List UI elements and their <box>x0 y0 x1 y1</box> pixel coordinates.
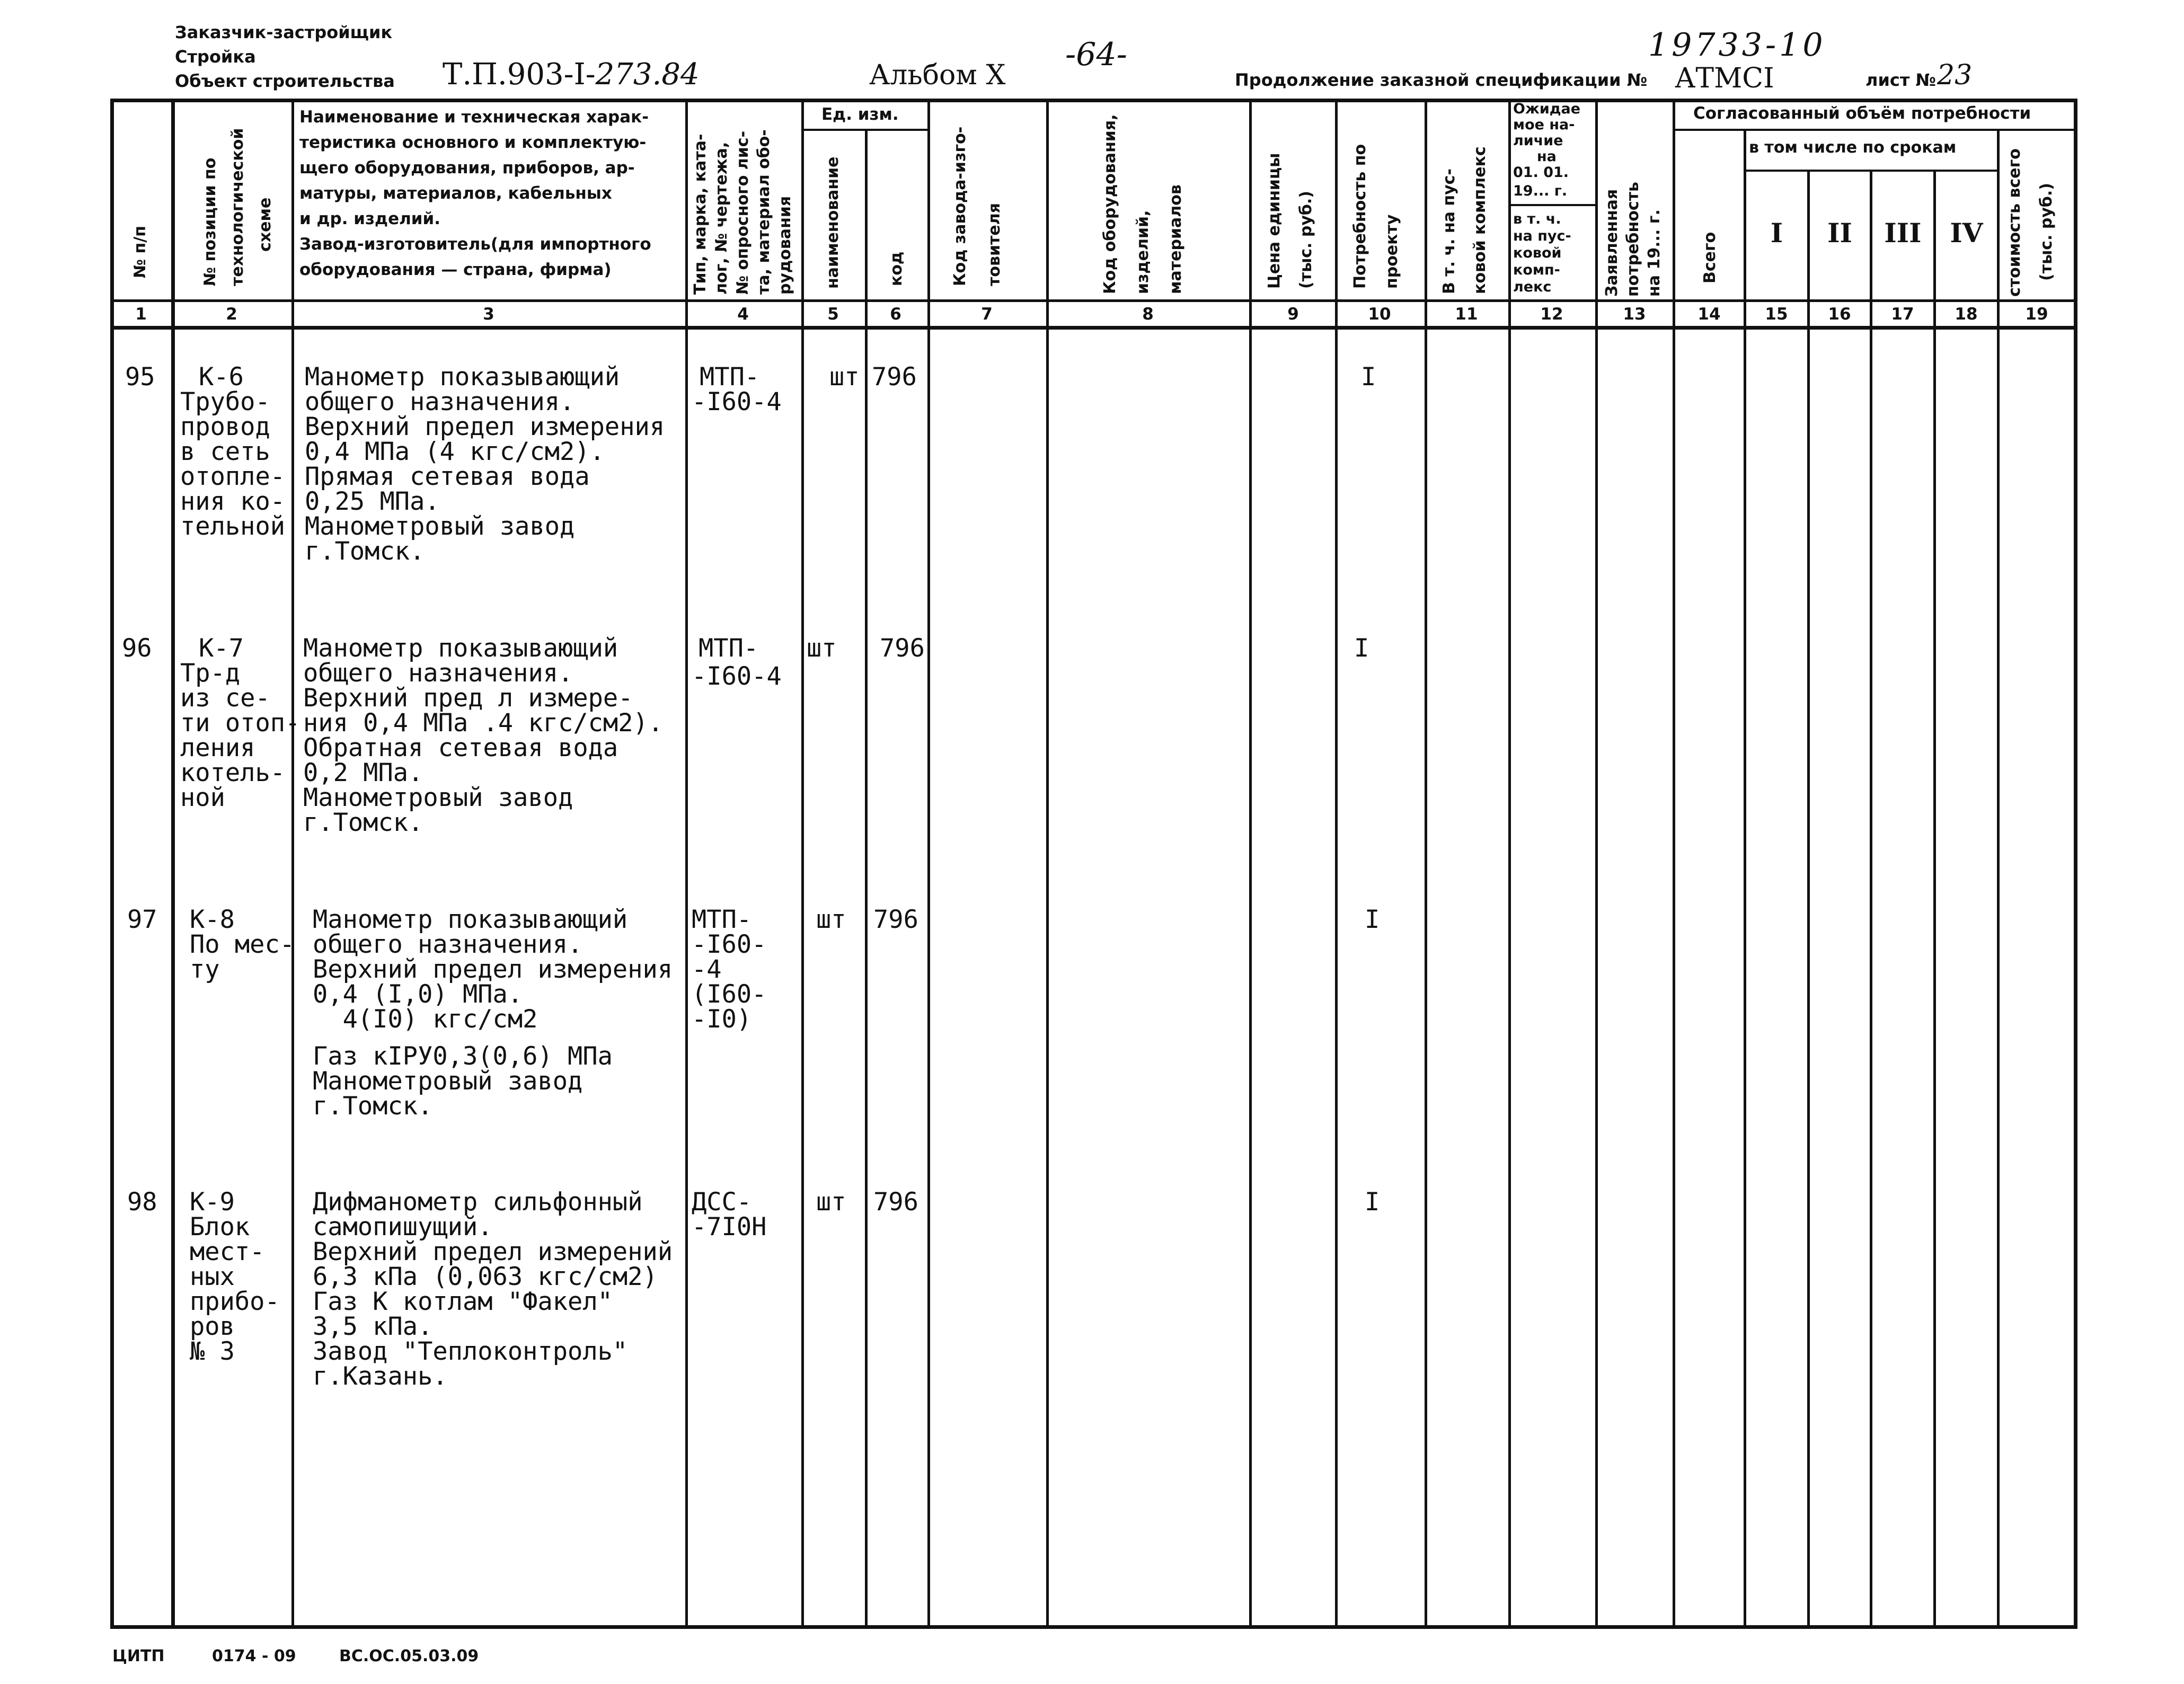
col-header-3-line: оборудования — страна, фирма) <box>299 260 612 279</box>
unit-code-cell: 796 <box>873 905 918 934</box>
col-header-7-line: Код завода-изго- <box>951 126 969 286</box>
unit-group-header: Ед. изм. <box>821 105 899 124</box>
col-line-19 <box>2074 99 2077 1629</box>
unit-code-cell: 796 <box>872 362 917 392</box>
col-header-3-line: и др. изделий. <box>299 209 441 228</box>
spec-code: АТМСI <box>1675 63 1774 94</box>
col-header-3-line: матуры, материалов, кабельных <box>299 184 612 203</box>
position-line: ту <box>190 955 220 984</box>
document-number: 19733-10 <box>1648 26 1826 64</box>
col-header-1: № п/п <box>131 226 149 278</box>
col-line-11 <box>1508 99 1511 1629</box>
site-label: Стройка <box>175 47 256 67</box>
description-line: самопишущий. <box>313 1212 493 1242</box>
col-line-1 <box>171 99 175 1629</box>
unit-code-cell: 796 <box>873 1187 918 1217</box>
unit-name-cell: шт <box>807 634 837 663</box>
col-line-0 <box>110 99 114 1629</box>
description-line: Газ К котлам "Факел" <box>313 1287 613 1316</box>
col-header-12-line: ковой <box>1513 245 1562 261</box>
description-line: г.Томск. <box>313 1092 433 1121</box>
column-number: 12 <box>1540 305 1563 324</box>
project-code: Т.П.903-I-273.84 <box>443 57 700 92</box>
col-header-4-line: Тип, марка, ката- <box>691 134 710 295</box>
type-line: -I60- <box>692 930 767 959</box>
col-line-17 <box>1933 170 1936 1629</box>
footer-org: ЦИТП <box>112 1647 165 1665</box>
col-header-4-line: та, материал обо- <box>755 129 773 295</box>
description-line: 4(I0) кгс/см2 <box>313 1005 538 1034</box>
col-header-18: IV <box>1950 217 1983 249</box>
col-header-11-line: В т. ч. на пус- <box>1440 169 1458 294</box>
col-header-9-line: (тыс. руб.) <box>1297 191 1315 289</box>
col-header-4-line: рудования <box>776 196 794 295</box>
row-number: 96 <box>122 634 152 663</box>
col-header-8-line: Код оборудования, <box>1101 114 1119 294</box>
type-line: ДСС- <box>692 1187 752 1217</box>
unit-name-cell: шт <box>816 905 846 934</box>
row-number: 95 <box>125 362 155 392</box>
position-line: ров <box>190 1312 235 1341</box>
col-line-18 <box>1997 130 2000 1629</box>
description-line: Манометровый завод <box>303 783 573 812</box>
type-line: МТП- <box>698 634 759 663</box>
column-number: 14 <box>1697 305 1721 324</box>
table-top-border <box>110 99 2077 102</box>
type-line: (I60- <box>692 980 767 1009</box>
col-line-15 <box>1807 170 1810 1629</box>
column-number: 4 <box>737 305 749 324</box>
col-header-12-line: Ожидае <box>1513 101 1581 117</box>
position-line: Блок <box>190 1212 250 1242</box>
description-line: Завод "Теплоконтроль" <box>313 1337 628 1366</box>
description-line: 0,2 МПа. <box>303 758 423 787</box>
project-need-cell: I <box>1361 362 1376 392</box>
col-header-4-line: лог, № чертежа, <box>712 141 731 295</box>
col-line-5 <box>865 130 868 1629</box>
agreed-group-header: Согласованный объём потребности <box>1693 104 2031 123</box>
column-number: 2 <box>226 305 237 324</box>
agreed-group-line <box>1674 129 2077 131</box>
unit-code-cell: 796 <box>880 634 925 663</box>
position-line: К-6 <box>199 362 244 392</box>
row-number: 98 <box>127 1187 157 1217</box>
col-header-12-line: комп- <box>1513 262 1560 278</box>
col-header-10-line: Потребность по <box>1351 144 1369 289</box>
position-line: прибо- <box>190 1287 280 1316</box>
position-line: ной <box>180 783 225 812</box>
col-header-19-line: (тыс. руб.) <box>2037 183 2056 281</box>
col-header-2-line: № позиции по <box>201 157 219 286</box>
position-line: По мес- <box>190 930 295 959</box>
continuation-label: Продолжение заказной спецификации № <box>1235 70 1648 90</box>
col-header-12-line: мое на- <box>1513 117 1575 133</box>
description-line: общего назначения. <box>303 659 573 688</box>
column-number: 18 <box>1955 305 1978 324</box>
unit-name-cell: шт <box>816 1187 846 1217</box>
description-line: г.Томск. <box>303 808 423 837</box>
column-number: 3 <box>483 305 494 324</box>
col-header-12-line: лекс <box>1513 279 1552 295</box>
description-line: Обратная сетевая вода <box>303 733 618 763</box>
project-need-cell: I <box>1365 1187 1380 1217</box>
column-number: 1 <box>135 305 147 324</box>
description-line: Манометровый завод <box>305 512 575 541</box>
position-line: ния ко- <box>180 487 286 516</box>
col-line-3 <box>685 99 688 1629</box>
col-header-8-line: изделий, <box>1134 210 1152 294</box>
description-line: 6,3 кПа (0,063 кгс/см2) <box>313 1262 658 1291</box>
column-number: 15 <box>1765 305 1788 324</box>
description-line: Манометр показывающий <box>305 362 620 392</box>
col-header-13-line: Заявленная <box>1603 189 1621 297</box>
position-line: ти отоп- <box>180 708 300 738</box>
col-header-7-line: товителя <box>985 203 1004 286</box>
object-label: Объект строительства <box>175 71 395 91</box>
project-need-cell: I <box>1365 905 1380 934</box>
type-line: МТП- <box>700 362 760 392</box>
position-line: Тр-д <box>180 659 241 688</box>
type-line: -I0) <box>692 1005 752 1034</box>
position-line: К-9 <box>190 1187 235 1217</box>
col-header-9-line: Цена единицы <box>1265 153 1284 289</box>
header-bottom-line <box>110 299 2077 302</box>
col-header-2-line: схеме <box>256 197 275 252</box>
col-header-3-line: Наименование и техническая харак- <box>299 108 649 127</box>
table-bottom-border <box>110 1625 2077 1629</box>
col-header-13-line: на 19... г. <box>1645 209 1664 297</box>
col-header-8-line: материалов <box>1166 184 1185 294</box>
position-line: К-7 <box>199 634 244 663</box>
col-header-12-line: на <box>1537 148 1557 165</box>
col-line-13 <box>1673 99 1675 1629</box>
position-line: № 3 <box>190 1337 235 1366</box>
numbers-bottom-line <box>110 326 2077 330</box>
col-header-12-line: 01. 01. <box>1513 164 1569 181</box>
column-number: 16 <box>1828 305 1851 324</box>
row-number: 97 <box>127 905 157 934</box>
col-header-13-line: потребность <box>1624 182 1642 297</box>
col-header-14: Всего <box>1701 232 1719 283</box>
description-line: 0,25 МПа. <box>305 487 440 516</box>
customer-label: Заказчик-застройщик <box>175 22 393 42</box>
position-line: котель- <box>180 758 286 787</box>
col12-split-line <box>1509 204 1595 206</box>
col-header-12-line: личие <box>1513 132 1563 149</box>
col-line-12 <box>1595 99 1598 1629</box>
description-line: Верхний пред л измере- <box>303 684 633 713</box>
description-line: Верхний предел измерений <box>313 1237 673 1266</box>
col-header-4-line: № опросного лис- <box>733 130 752 295</box>
column-number: 6 <box>890 305 901 324</box>
col-header-6: код <box>887 251 906 286</box>
column-number: 19 <box>2025 305 2048 324</box>
description-line: Манометр показывающий <box>313 905 628 934</box>
col-line-10 <box>1425 99 1427 1629</box>
description-line: ния 0,4 МПа .4 кгс/см2). <box>303 708 664 738</box>
col-header-2-line: технологической <box>228 128 247 286</box>
col-header-17: III <box>1884 217 1922 249</box>
position-line: провод <box>180 412 270 441</box>
position-line: из се- <box>180 684 270 713</box>
type-line: -I60-4 <box>692 387 782 416</box>
column-number: 8 <box>1142 305 1154 324</box>
position-line: ления <box>180 733 255 763</box>
position-line: К-8 <box>190 905 235 934</box>
col-header-10-line: проекту <box>1383 214 1401 289</box>
col-line-8 <box>1249 99 1252 1629</box>
column-number: 5 <box>827 305 839 324</box>
type-line: -4 <box>692 955 722 984</box>
album-label: Альбом X <box>869 59 1006 91</box>
sheet-number: 23 <box>1937 59 1973 91</box>
description-line: Верхний предел измерения <box>313 955 673 984</box>
col-line-7 <box>1046 99 1049 1629</box>
col-line-6 <box>927 99 930 1629</box>
description-line: 3,5 кПа. <box>313 1312 433 1341</box>
col-line-14 <box>1744 130 1746 1629</box>
col-line-16 <box>1870 170 1872 1629</box>
position-line: мест- <box>190 1237 265 1266</box>
column-number: 10 <box>1368 305 1391 324</box>
description-line: Верхний предел измерения <box>305 412 665 441</box>
column-number: 17 <box>1891 305 1914 324</box>
footer-number: 0174 - 09 <box>212 1647 296 1665</box>
project-code-handwritten: 273.84 <box>595 57 700 92</box>
description-line: общего назначения. <box>313 930 583 959</box>
position-line: отопле- <box>180 462 286 491</box>
position-line: Трубо- <box>180 387 270 416</box>
column-number: 7 <box>981 305 993 324</box>
col-header-15: I <box>1770 217 1783 249</box>
description-line: Дифманометр сильфонный <box>313 1187 643 1217</box>
col-header-16: II <box>1827 217 1852 249</box>
col-header-3-line: теристика основного и комплектую- <box>299 133 647 152</box>
column-number: 9 <box>1287 305 1299 324</box>
col-line-4 <box>801 99 804 1629</box>
col-header-3-line: Завод-изготовитель(для импортного <box>299 235 651 254</box>
type-line: -7I0Н <box>692 1212 767 1242</box>
position-line: в сеть <box>180 437 270 466</box>
sheet-label: лист № <box>1865 70 1937 90</box>
description-line: 0,4 (I,0) МПа. <box>313 980 523 1009</box>
description-line: Газ кIРУ0,3(0,6) МПа <box>313 1042 613 1071</box>
col-line-9 <box>1335 99 1338 1629</box>
col-header-3-line: щего оборудования, приборов, ар- <box>299 158 635 178</box>
description-line: Манометр показывающий <box>303 634 618 663</box>
position-line: тельной <box>180 512 286 541</box>
col-line-2 <box>291 99 294 1629</box>
type-line: МТП- <box>692 905 752 934</box>
terms-group-header: в том числе по срокам <box>1749 138 1957 157</box>
page-number: -64- <box>1065 36 1127 73</box>
column-number: 13 <box>1623 305 1646 324</box>
description-line: г.Казань. <box>313 1362 448 1391</box>
col-header-5: наименование <box>824 156 842 289</box>
description-line: Прямая сетевая вода <box>305 462 590 491</box>
description-line: 0,4 МПа (4 кгс/см2). <box>305 437 605 466</box>
col-header-12-line: на пус- <box>1513 228 1571 244</box>
unit-name-cell: шт <box>829 362 860 392</box>
type-line: -I60-4 <box>692 662 782 691</box>
footer-code: ВС.ОС.05.03.09 <box>339 1647 479 1665</box>
project-need-cell: I <box>1354 634 1369 663</box>
col-header-12-line: 19... г. <box>1513 183 1568 199</box>
position-line: ных <box>190 1262 235 1291</box>
description-line: Манометровый завод <box>313 1067 583 1096</box>
col-header-19-line: стоимость всего <box>2005 148 2024 297</box>
col-header-12-line: в т. ч. <box>1513 211 1561 227</box>
column-number: 11 <box>1455 305 1478 324</box>
description-line: г.Томск. <box>305 537 425 566</box>
description-line: общего назначения. <box>305 387 575 416</box>
col-header-11-line: ковой комплекс <box>1471 146 1489 294</box>
